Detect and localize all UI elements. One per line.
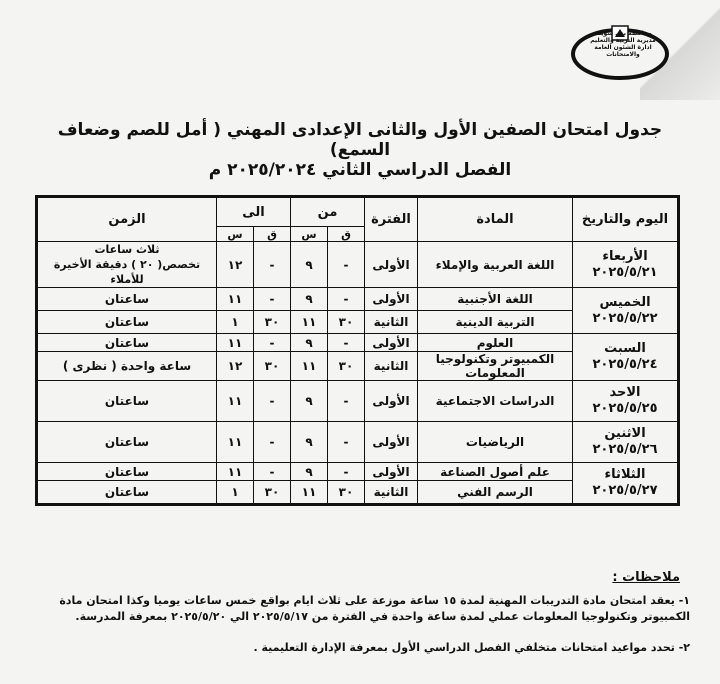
from-minute-cell: ٣٠ [328, 481, 365, 505]
duration-cell: ساعة واحدة ( نظرى ) [37, 352, 217, 381]
notes-heading: ملاحظات : [612, 570, 680, 585]
period-cell: الثانية [365, 481, 418, 505]
day-date-cell [573, 288, 679, 334]
from-hour-cell: ١١ [291, 352, 328, 381]
logo-line-1: محافظة بني سويف [594, 30, 652, 37]
date-label: ٢٠٢٥/٥/٢٤ [592, 357, 658, 372]
day-date-cell [573, 463, 679, 505]
from-minute-cell: ٣٠ [328, 311, 365, 334]
from-minute-cell: - [328, 422, 365, 463]
duration-cell: ساعتان [37, 463, 217, 481]
page-subtitle: الفصل الدراسي الثاني ٢٠٢٥/٢٠٢٤ م [208, 160, 512, 180]
subject-cell: علم أصول الصناعة [418, 463, 573, 481]
period-cell: الثانية [365, 352, 418, 381]
table-row [37, 334, 679, 352]
from-hour-cell: ٩ [291, 422, 328, 463]
header-to-minute: ق [254, 227, 291, 242]
to-hour-cell: ١ [217, 481, 254, 505]
to-minute-cell: - [254, 463, 291, 481]
header-from-hour: س [291, 227, 328, 242]
from-minute-cell: - [328, 463, 365, 481]
day-label: الثلاثاء [604, 467, 646, 482]
duration-cell: ساعتان [37, 381, 217, 422]
period-cell: الأولى [365, 288, 418, 311]
from-hour-cell: ٩ [291, 381, 328, 422]
to-minute-cell: - [254, 422, 291, 463]
from-minute-cell: - [328, 381, 365, 422]
subject-cell: اللغة العربية والإملاء [418, 242, 573, 288]
to-hour-cell: ١١ [217, 422, 254, 463]
subject-cell: الكمبيوتر وتكنولوجيا المعلومات [418, 352, 573, 381]
header-from: من [291, 197, 365, 227]
page-title: جدول امتحان الصفين الأول والثانى الإعدادى المهني ( أمل للصم وضعاف السمع) [57, 120, 663, 160]
note-item-1: ١- يعقد امتحان مادة التدريبات المهنية لمدة ١٥ ساعة موزعة على ثلاث ايام بواقع خمس ساعات يوميا وكذا امتحان مادة الكمبيوتر وتكنولوجيا المعلومات عملي لمدة ساعة واحدة في الفترة من ٢٠٢٥/٥/١٧ الي ٢٠٢٥/٥/٢٠ بمعرفة المدرسة. [59, 594, 690, 623]
header-subject: المادة [418, 197, 573, 242]
note-item-2: ٢- تحدد مواعيد امتحانات متخلفي الفصل الدراسي الأول بمعرفة الإدارة التعليمية . [253, 641, 690, 654]
table-row [37, 463, 679, 481]
to-minute-cell: - [254, 381, 291, 422]
from-hour-cell: ٩ [291, 242, 328, 288]
date-label: ٢٠٢٥/٥/٢٧ [592, 483, 658, 498]
subject-cell: العلوم [418, 334, 573, 352]
from-hour-cell: ٩ [291, 463, 328, 481]
day-label: الاثنين [604, 426, 646, 441]
to-minute-cell: - [254, 242, 291, 288]
subject-cell: اللغة الأجنبية [418, 288, 573, 311]
header-period: الفترة [365, 197, 418, 242]
duration-cell: ساعتان [37, 311, 217, 334]
period-cell: الأولى [365, 334, 418, 352]
table-header-row [37, 197, 679, 227]
day-date-cell [573, 422, 679, 463]
from-hour-cell: ٩ [291, 334, 328, 352]
duration-cell: ساعتان [37, 481, 217, 505]
subject-cell: التربية الدينية [418, 311, 573, 334]
duration-note: تخصص( ٢٠ ) دقيقة الأخيرة للأملاء [53, 258, 201, 286]
from-hour-cell: ٩ [291, 288, 328, 311]
to-hour-cell: ١١ [217, 334, 254, 352]
date-label: ٢٠٢٥/٥/٢١ [592, 264, 658, 280]
header-day-date: اليوم والتاريخ [573, 197, 679, 242]
table-row [37, 381, 679, 422]
exam-schedule-table [35, 195, 680, 506]
date-label: ٢٠٢٥/٥/٢٦ [592, 442, 658, 457]
day-label: السبت [604, 341, 646, 356]
subject-cell: الرسم الفني [418, 481, 573, 505]
to-hour-cell: ١ [217, 311, 254, 334]
day-label: الخميس [599, 294, 651, 310]
duration-cell: ساعتان [37, 288, 217, 311]
header-to-hour: س [217, 227, 254, 242]
from-minute-cell: - [328, 288, 365, 311]
to-hour-cell: ١٢ [217, 352, 254, 381]
to-minute-cell: ٣٠ [254, 352, 291, 381]
duration-label: ثلاث ساعات [94, 243, 160, 256]
logo-line-2: مديرية التربية والتعليم [590, 37, 656, 44]
table-row [37, 288, 679, 311]
to-hour-cell: ١١ [217, 288, 254, 311]
duration-cell [37, 242, 217, 288]
day-date-cell [573, 242, 679, 288]
date-label: ٢٠٢٥/٥/٢٥ [592, 401, 658, 416]
from-minute-cell: - [328, 242, 365, 288]
to-minute-cell: - [254, 334, 291, 352]
subject-cell: الرياضيات [418, 422, 573, 463]
table-row [37, 422, 679, 463]
to-hour-cell: ١١ [217, 463, 254, 481]
day-date-cell [573, 381, 679, 422]
to-minute-cell: ٣٠ [254, 311, 291, 334]
period-cell: الأولى [365, 422, 418, 463]
from-minute-cell: ٣٠ [328, 352, 365, 381]
day-label: الأربعاء [602, 248, 648, 264]
header-from-minute: ق [328, 227, 365, 242]
duration-cell: ساعتان [37, 334, 217, 352]
logo-line-3: ادارة الشئون العامة والامتحانات [594, 44, 652, 58]
table-row [37, 242, 679, 288]
period-cell: الأولى [365, 242, 418, 288]
period-cell: الثانية [365, 311, 418, 334]
to-hour-cell: ١٢ [217, 242, 254, 288]
subject-cell: الدراسات الاجتماعية [418, 381, 573, 422]
from-minute-cell: - [328, 334, 365, 352]
header-duration: الزمن [37, 197, 217, 242]
to-minute-cell: ٣٠ [254, 481, 291, 505]
period-cell: الأولى [365, 381, 418, 422]
to-minute-cell: - [254, 288, 291, 311]
day-label: الاحد [609, 385, 641, 400]
from-hour-cell: ١١ [291, 311, 328, 334]
logo-text [588, 30, 658, 58]
period-cell: الأولى [365, 463, 418, 481]
duration-cell: ساعتان [37, 422, 217, 463]
date-label: ٢٠٢٥/٥/٢٢ [592, 310, 658, 326]
to-hour-cell: ١١ [217, 381, 254, 422]
day-date-cell [573, 334, 679, 381]
from-hour-cell: ١١ [291, 481, 328, 505]
header-to: الى [217, 197, 291, 227]
